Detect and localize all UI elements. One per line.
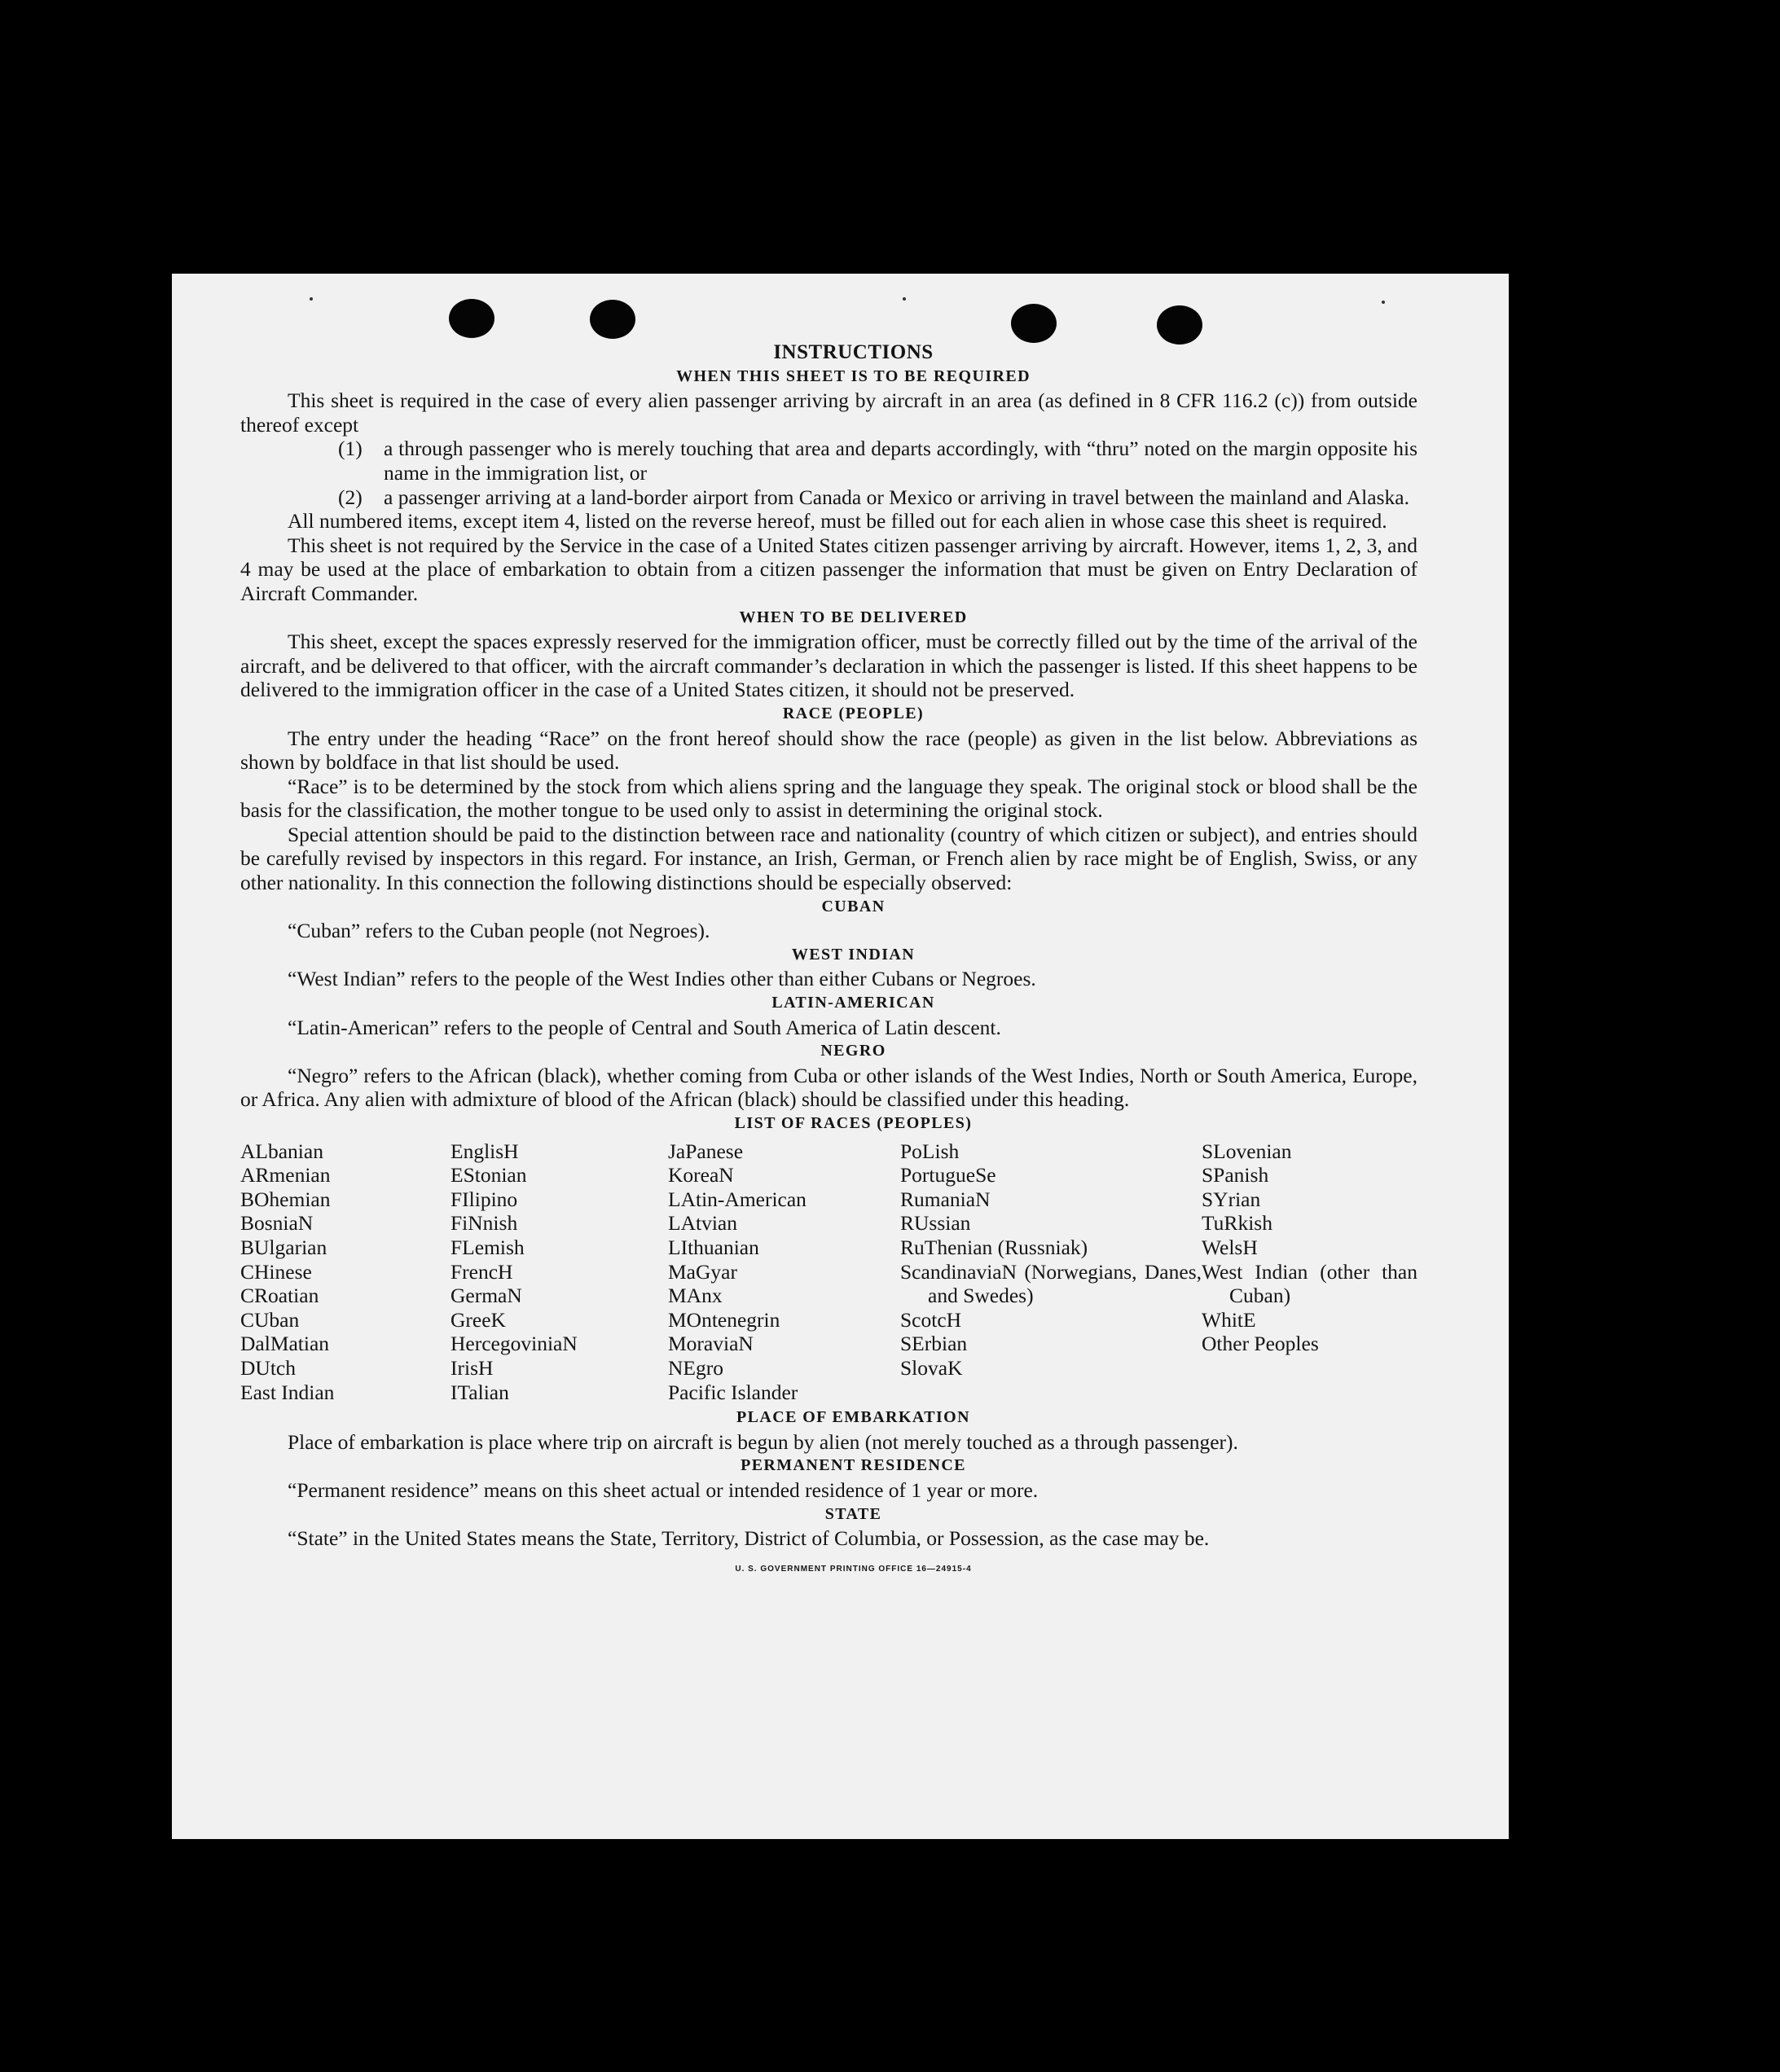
paragraph: “Latin-American” refers to the people of Central and South America of Latin descent. [288,1015,1001,1039]
race-entry: SlovaK [900,1355,963,1380]
item-text: a passenger arriving at a land-border airport from Canada or Mexico or arriving in travel between the mainland and Alaska. [384,485,1409,509]
punch-hole [1011,304,1057,343]
race-column [668,1139,900,1405]
race-column [240,1139,450,1405]
race-entry: HercegoviniaN [450,1332,578,1356]
race-entry: ALbanian [240,1139,323,1163]
race-entry: EStonian [450,1163,527,1187]
section-heading: PLACE OF EMBARKATION [736,1408,970,1427]
paragraph: Special attention should be paid to the distinction between race and nationality (country of which citizen or subject), and entries should be carefully revised by inspectors in this regard. For instance, an Irish, German, or French alien by race might be of English, Swiss, or any other nationality. In this connection the following distinctions should be especially observed: [240,822,1417,895]
paragraph: “West Indian” refers to the people of the West Indies other than either Cubans or Negroes. [288,967,1036,991]
race-entry: DalMatian [240,1332,330,1356]
printer-imprint: U. S. GOVERNMENT PRINTING OFFICE 16—24915-4 [735,1564,972,1574]
punch-hole [590,300,635,339]
punch-hole [449,299,494,338]
race-entry: CUban [240,1307,300,1332]
race-entry: SPanish [1202,1163,1269,1187]
race-entry: MAnx [668,1284,723,1308]
race-entry: PortugueSe [900,1163,996,1187]
race-entry: TuRkish [1202,1211,1272,1236]
paragraph: The entry under the heading “Race” on the front hereof should show the race (people) as given in the list below. Abbreviations as shown by boldface in that list should be used. [240,726,1417,775]
speck [1382,301,1385,304]
race-entry: NEgro [668,1355,723,1380]
race-entry: FLemish [450,1235,525,1259]
race-entry: SErbian [900,1332,968,1356]
paragraph: “Negro” refers to the African (black), whether coming from Cuba or other islands of the West Indies, North or South America, Europe, or Africa. Any alien with admixture of blood of the African (black) should be classified under this heading. [240,1063,1417,1112]
race-entry: WhitE [1202,1307,1256,1332]
race-entry: BOhemian [240,1187,331,1211]
race-column [450,1139,668,1405]
race-entry: BUlgarian [240,1235,327,1259]
race-entry: GreeK [450,1307,506,1332]
item-number: (1) [338,437,363,461]
section-heading: PERMANENT RESIDENCE [741,1456,966,1475]
section-heading: WHEN TO BE DELIVERED [739,608,968,626]
race-entry: DUtch [240,1355,296,1380]
paragraph: Place of embarkation is place where trip on aircraft is begun by alien (not merely touched as a through passenger). [288,1429,1238,1454]
race-entry: MaGyar [668,1259,737,1284]
race-entry: LIthuanian [668,1235,759,1259]
race-entry: FIlipino [450,1187,518,1211]
race-entry: MOntenegrin [668,1307,780,1332]
race-entry: RumaniaN [900,1187,991,1211]
section-heading: LATIN-AMERICAN [771,994,935,1012]
race-entry: ScotcH [900,1307,962,1332]
race-entry: GermaN [450,1284,522,1308]
section-heading: WHEN THIS SHEET IS TO BE REQUIRED [676,367,1031,385]
section-heading: WEST INDIAN [791,945,916,964]
race-entry: JaPanese [668,1139,744,1163]
race-entry: KoreaN [668,1163,734,1187]
punch-hole [1157,305,1202,345]
page-title: INSTRUCTIONS [773,341,934,363]
race-entry: WelsH [1202,1235,1258,1259]
race-entry: LAtin-American [668,1187,806,1211]
race-list [240,1139,1417,1405]
paragraph: All numbered items, except item 4, listed on the reverse hereof, must be filled out for each alien in whose case this sheet is required. [288,509,1387,533]
race-entry: RuThenian (Russniak) [900,1235,1088,1259]
race-entry: FrencH [450,1259,513,1284]
document-sheet [172,274,1509,1839]
race-entry: SYrian [1202,1187,1261,1211]
item-number: (2) [338,485,363,509]
speck [903,297,906,301]
speck [310,297,313,301]
race-entry: West Indian (other than Cuban) [1202,1259,1417,1308]
race-entry: FiNnish [450,1211,518,1236]
race-entry: ITalian [450,1380,509,1404]
race-entry: SLovenian [1202,1139,1292,1163]
race-column [1202,1139,1417,1405]
race-entry: Other Peoples [1202,1332,1319,1356]
section-heading: LIST OF RACES (PEOPLES) [734,1114,973,1132]
paragraph: “State” in the United States means the State, Territory, District of Columbia, or Possession, as the case may be. [288,1526,1210,1551]
race-entry: PoLish [900,1139,960,1163]
race-column [900,1139,1202,1405]
race-entry: CHinese [240,1259,312,1284]
race-entry: IrisH [450,1355,494,1380]
race-entry: CRoatian [240,1284,319,1308]
item-text: a through passenger who is merely touching that area and departs accordingly, with “thru” noted on the margin opposite his name in the immigration list, or [384,437,1417,485]
paragraph: This sheet is required in the case of every alien passenger arriving by aircraft in an area (as defined in 8 CFR 116.2 (c)) from outside thereof except [240,388,1417,437]
race-entry: BosniaN [240,1211,314,1236]
list-item [338,437,1417,485]
race-entry: ScandinaviaN (Norwegians, Danes, and Swedes) [900,1259,1202,1308]
race-entry: MoraviaN [668,1332,754,1356]
paragraph: This sheet is not required by the Service in the case of a United States citizen passenger arriving by aircraft. However, items 1, 2, 3, and 4 may be used at the place of embarkation to obtain from a citizen passenger the information that must be given on Entry Declaration of Aircraft Commander. [240,533,1417,605]
paragraph: This sheet, except the spaces expressly reserved for the immigration officer, must be correctly filled out by the time of the arrival of the aircraft, and be delivered to that officer, with the aircraft commander’s declaration in which the passenger is listed. If this sheet happens to be delivered to the immigration officer in the case of a United States citizen, it should not be preserved. [240,630,1417,702]
race-entry: Pacific Islander [668,1380,798,1404]
section-heading: CUBAN [821,897,886,915]
paragraph: “Cuban” refers to the Cuban people (not Negroes). [288,919,710,943]
race-entry: LAtvian [668,1211,737,1236]
paragraph: “Permanent residence” means on this sheet actual or intended residence of 1 year or more. [288,1477,1039,1502]
race-entry: RUssian [900,1211,971,1236]
section-heading: STATE [824,1504,882,1523]
section-heading: RACE (PEOPLE) [782,704,925,722]
race-entry: East Indian [240,1380,335,1404]
list-item [338,485,1417,510]
instructions-body [240,340,1417,1581]
race-entry: ARmenian [240,1163,331,1187]
race-entry: EnglisH [450,1139,519,1163]
section-heading: NEGRO [820,1042,886,1060]
paragraph: “Race” is to be determined by the stock from which aliens spring and the language they speak. The original stock or blood shall be the basis for the classification, the mother tongue to be used only to assist in determining the original stock. [240,774,1417,823]
